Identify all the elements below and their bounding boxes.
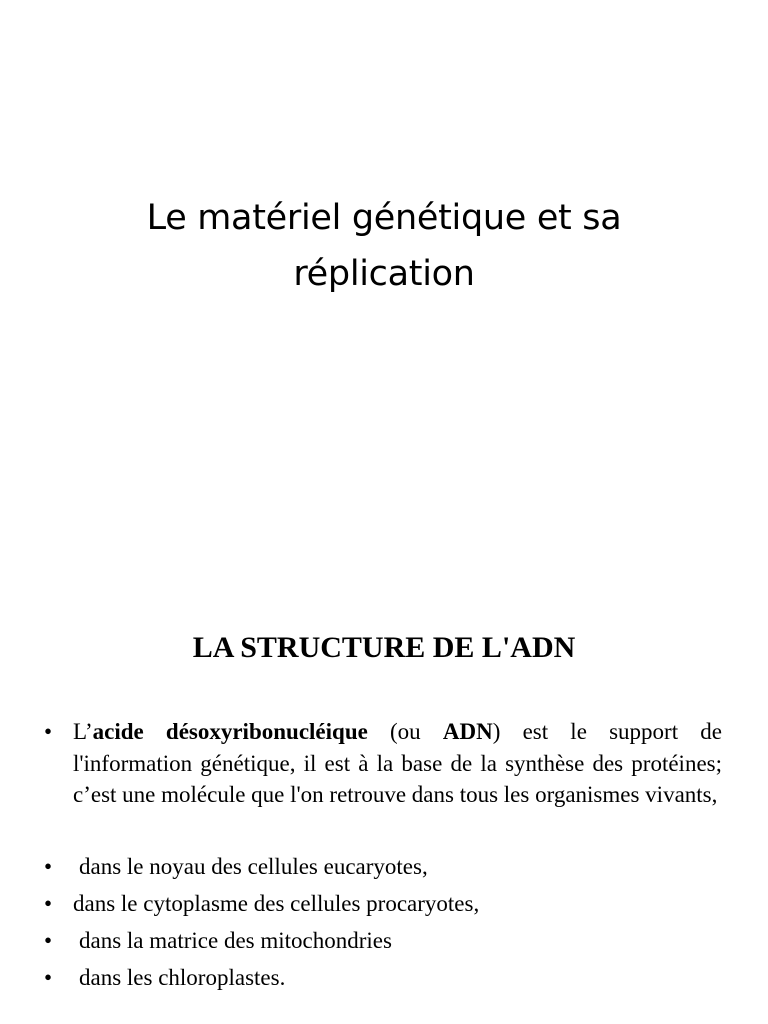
intro-abbr: ADN [442, 719, 493, 744]
bullet-marker: • [44, 964, 53, 990]
intro-prefix: L’ [73, 719, 93, 744]
bullet-item-mitochondries [44, 922, 722, 959]
slide-title-line-2: réplication [293, 254, 475, 294]
bullet-marker: • [44, 719, 53, 744]
intro-term: acide désoxyribonucléique [92, 719, 368, 744]
bullet-item-cytoplasme [44, 885, 722, 922]
section-heading: LA STRUCTURE DE L'ADN [192, 631, 576, 664]
bullet-marker: • [44, 853, 53, 879]
intro-rest: ) est le support de l'information génétique, il est à la base de la synthèse des protéines; c’est une molécule que l'on retrouve dans tous les organismes vivants, [73, 719, 723, 807]
intro-paren-open: (ou [367, 719, 443, 744]
bullet-text: dans les chloroplastes. [79, 964, 286, 990]
bullet-item-noyau [44, 848, 722, 885]
bullet-text: dans le cytoplasme des cellules procaryotes, [73, 890, 480, 916]
bullet-list [44, 716, 722, 996]
bullet-text: dans la matrice des mitochondries [79, 927, 392, 953]
slide-title [60, 190, 708, 302]
bullet-item-intro [44, 716, 722, 811]
bullet-text: dans le noyau des cellules eucaryotes, [79, 853, 428, 879]
slide-title-line-1: Le matériel génétique et sa [146, 198, 622, 238]
bullet-item-chloroplastes [44, 959, 722, 996]
bullet-marker: • [44, 890, 53, 916]
bullet-marker: • [44, 927, 53, 953]
